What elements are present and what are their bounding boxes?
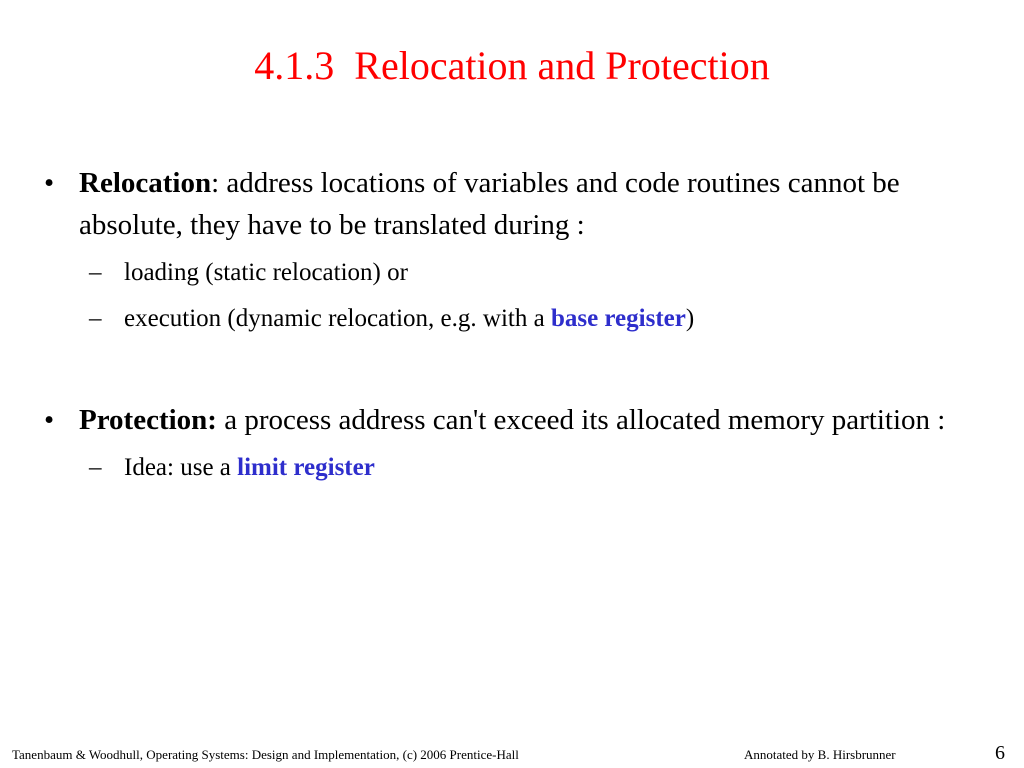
bullet-item: [44, 399, 984, 441]
bullet-relocation: [44, 162, 984, 342]
sub-text: execution (dynamic relocation, e.g. with a: [124, 305, 551, 332]
footer-citation: Tanenbaum & Woodhull, Operating Systems: Design and Implementation, (c) 2006 Prentice-Hall: [12, 747, 519, 762]
bullet-term: Protection:: [79, 404, 217, 436]
highlight-limit-register: limit register: [237, 454, 375, 481]
sub-marker: –: [89, 305, 102, 332]
bullet-item: [44, 162, 984, 246]
page-number: 6: [995, 742, 1005, 764]
sub-marker: –: [89, 259, 102, 286]
bullet-protection: [44, 399, 984, 491]
sub-marker: –: [89, 454, 102, 481]
slide-title: 4.1.3 Relocation and Protection: [254, 43, 770, 88]
bullet-marker: •: [44, 404, 55, 436]
sub-text: loading (static relocation) or: [124, 259, 408, 286]
sub-text: Idea: use a: [124, 454, 238, 481]
sub-text-after: ): [685, 305, 695, 332]
bullet-marker: •: [44, 167, 55, 199]
footer-annotation: Annotated by B. Hirsbrunner: [744, 747, 896, 762]
bullet-text: a process address can't exceed its allocated memory partition :: [216, 404, 946, 436]
bullet-text: : address locations of variables and code routines cannot be absolute, they have to be translated during :: [79, 167, 900, 241]
sub-item: [44, 296, 984, 342]
sub-item: [44, 250, 984, 296]
sub-item: [44, 445, 984, 491]
highlight-base-register: base register: [550, 305, 686, 332]
bullet-term: Relocation: [79, 167, 212, 199]
